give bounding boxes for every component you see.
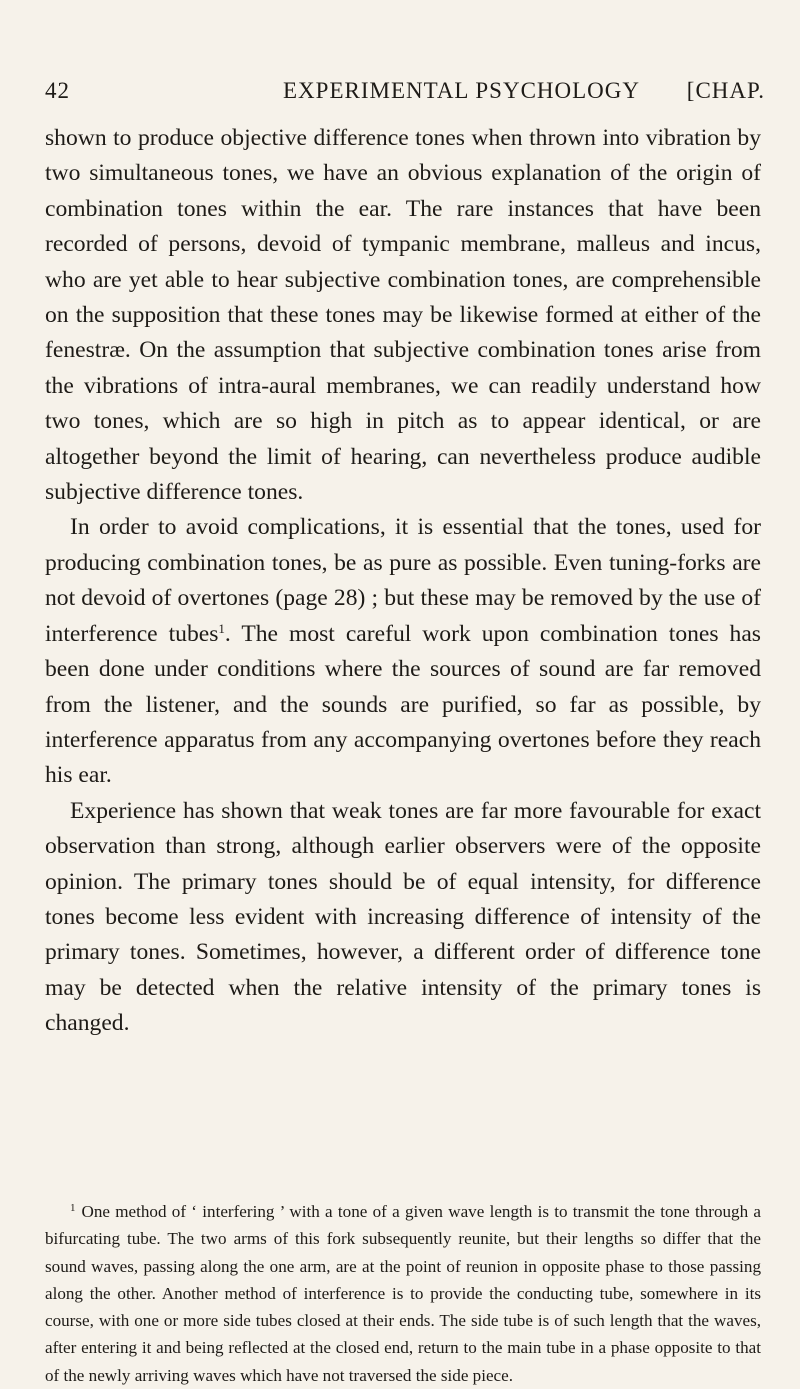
running-title: EXPERIMENTAL PSYCHOLOGY <box>283 78 641 103</box>
chapter-mark: [CHAP. <box>686 78 765 103</box>
footnote-text: One method of ‘ interfering ’ with a tone of a given wave length is to transmit the tone through a bifurcating tube. The two arms of this fork subsequently reunite, but their lengths so differ that the sound waves, passing along the one arm, are at the point of reunion in opposite phase to those passing along the other. Another method of interference is to provide the conducting tube, somewhere in its course, with one or more side tubes closed at their ends. The side tube is of such length that the waves, after entering it and being reflected at the closed end, return to the main tube in a phase opposite to that of the newly arriving waves which have not traversed the side piece. <box>45 1202 761 1385</box>
footnote <box>45 1198 761 1389</box>
running-header <box>45 78 765 108</box>
paragraph-2 <box>45 510 761 793</box>
main-text <box>45 121 761 1042</box>
page-number: 42 <box>45 78 70 103</box>
paragraph-2-text-after: . The most careful work upon combination tones has been done under conditions where the sources of sound are far removed from the listener, and the sounds are purified, so far as possible, by interference apparatus from any accompanying overtones before they reach his ear. <box>45 620 761 789</box>
paragraph-2-text-before: In order to avoid complications, it is essential that the tones, used for producing combination tones, be as pure as possible. Even tuning-forks are not devoid of overtones (page 28) ; but these may be removed by the use of interference tubes <box>45 514 761 647</box>
footnote-paragraph <box>45 1198 761 1389</box>
paragraph-1: shown to produce objective difference tones when thrown into vibration by two simultaneous tones, we have an obvious explanation of the origin of combination tones within the ear. The rare instances that have been recorded of persons, devoid of tympanic membrane, malleus and incus, who are yet able to hear subjective combination tones, are comprehensible on the supposition that these tones may be likewise formed at either of the fenestræ. On the assumption that subjective combination tones arise from the vibrations of intra-aural membranes, we can readily understand how two tones, which are so high in pitch as to appear identical, or are altogether beyond the limit of hearing, can nevertheless produce audible subjective difference tones. <box>45 125 761 506</box>
paragraph-3: Experience has shown that weak tones are far more favourable for exact observation than strong, although earlier observers were of the opposite opinion. The primary tones should be of equal intensity, for difference tones become less evident with increasing difference of intensity of the primary tones. Sometimes, however, a different order of difference tone may be detected when the relative intensity of the primary tones is changed. <box>45 797 761 1037</box>
footnote-mark: 1 <box>70 1201 76 1214</box>
footnote-reference: 1 <box>218 620 225 636</box>
